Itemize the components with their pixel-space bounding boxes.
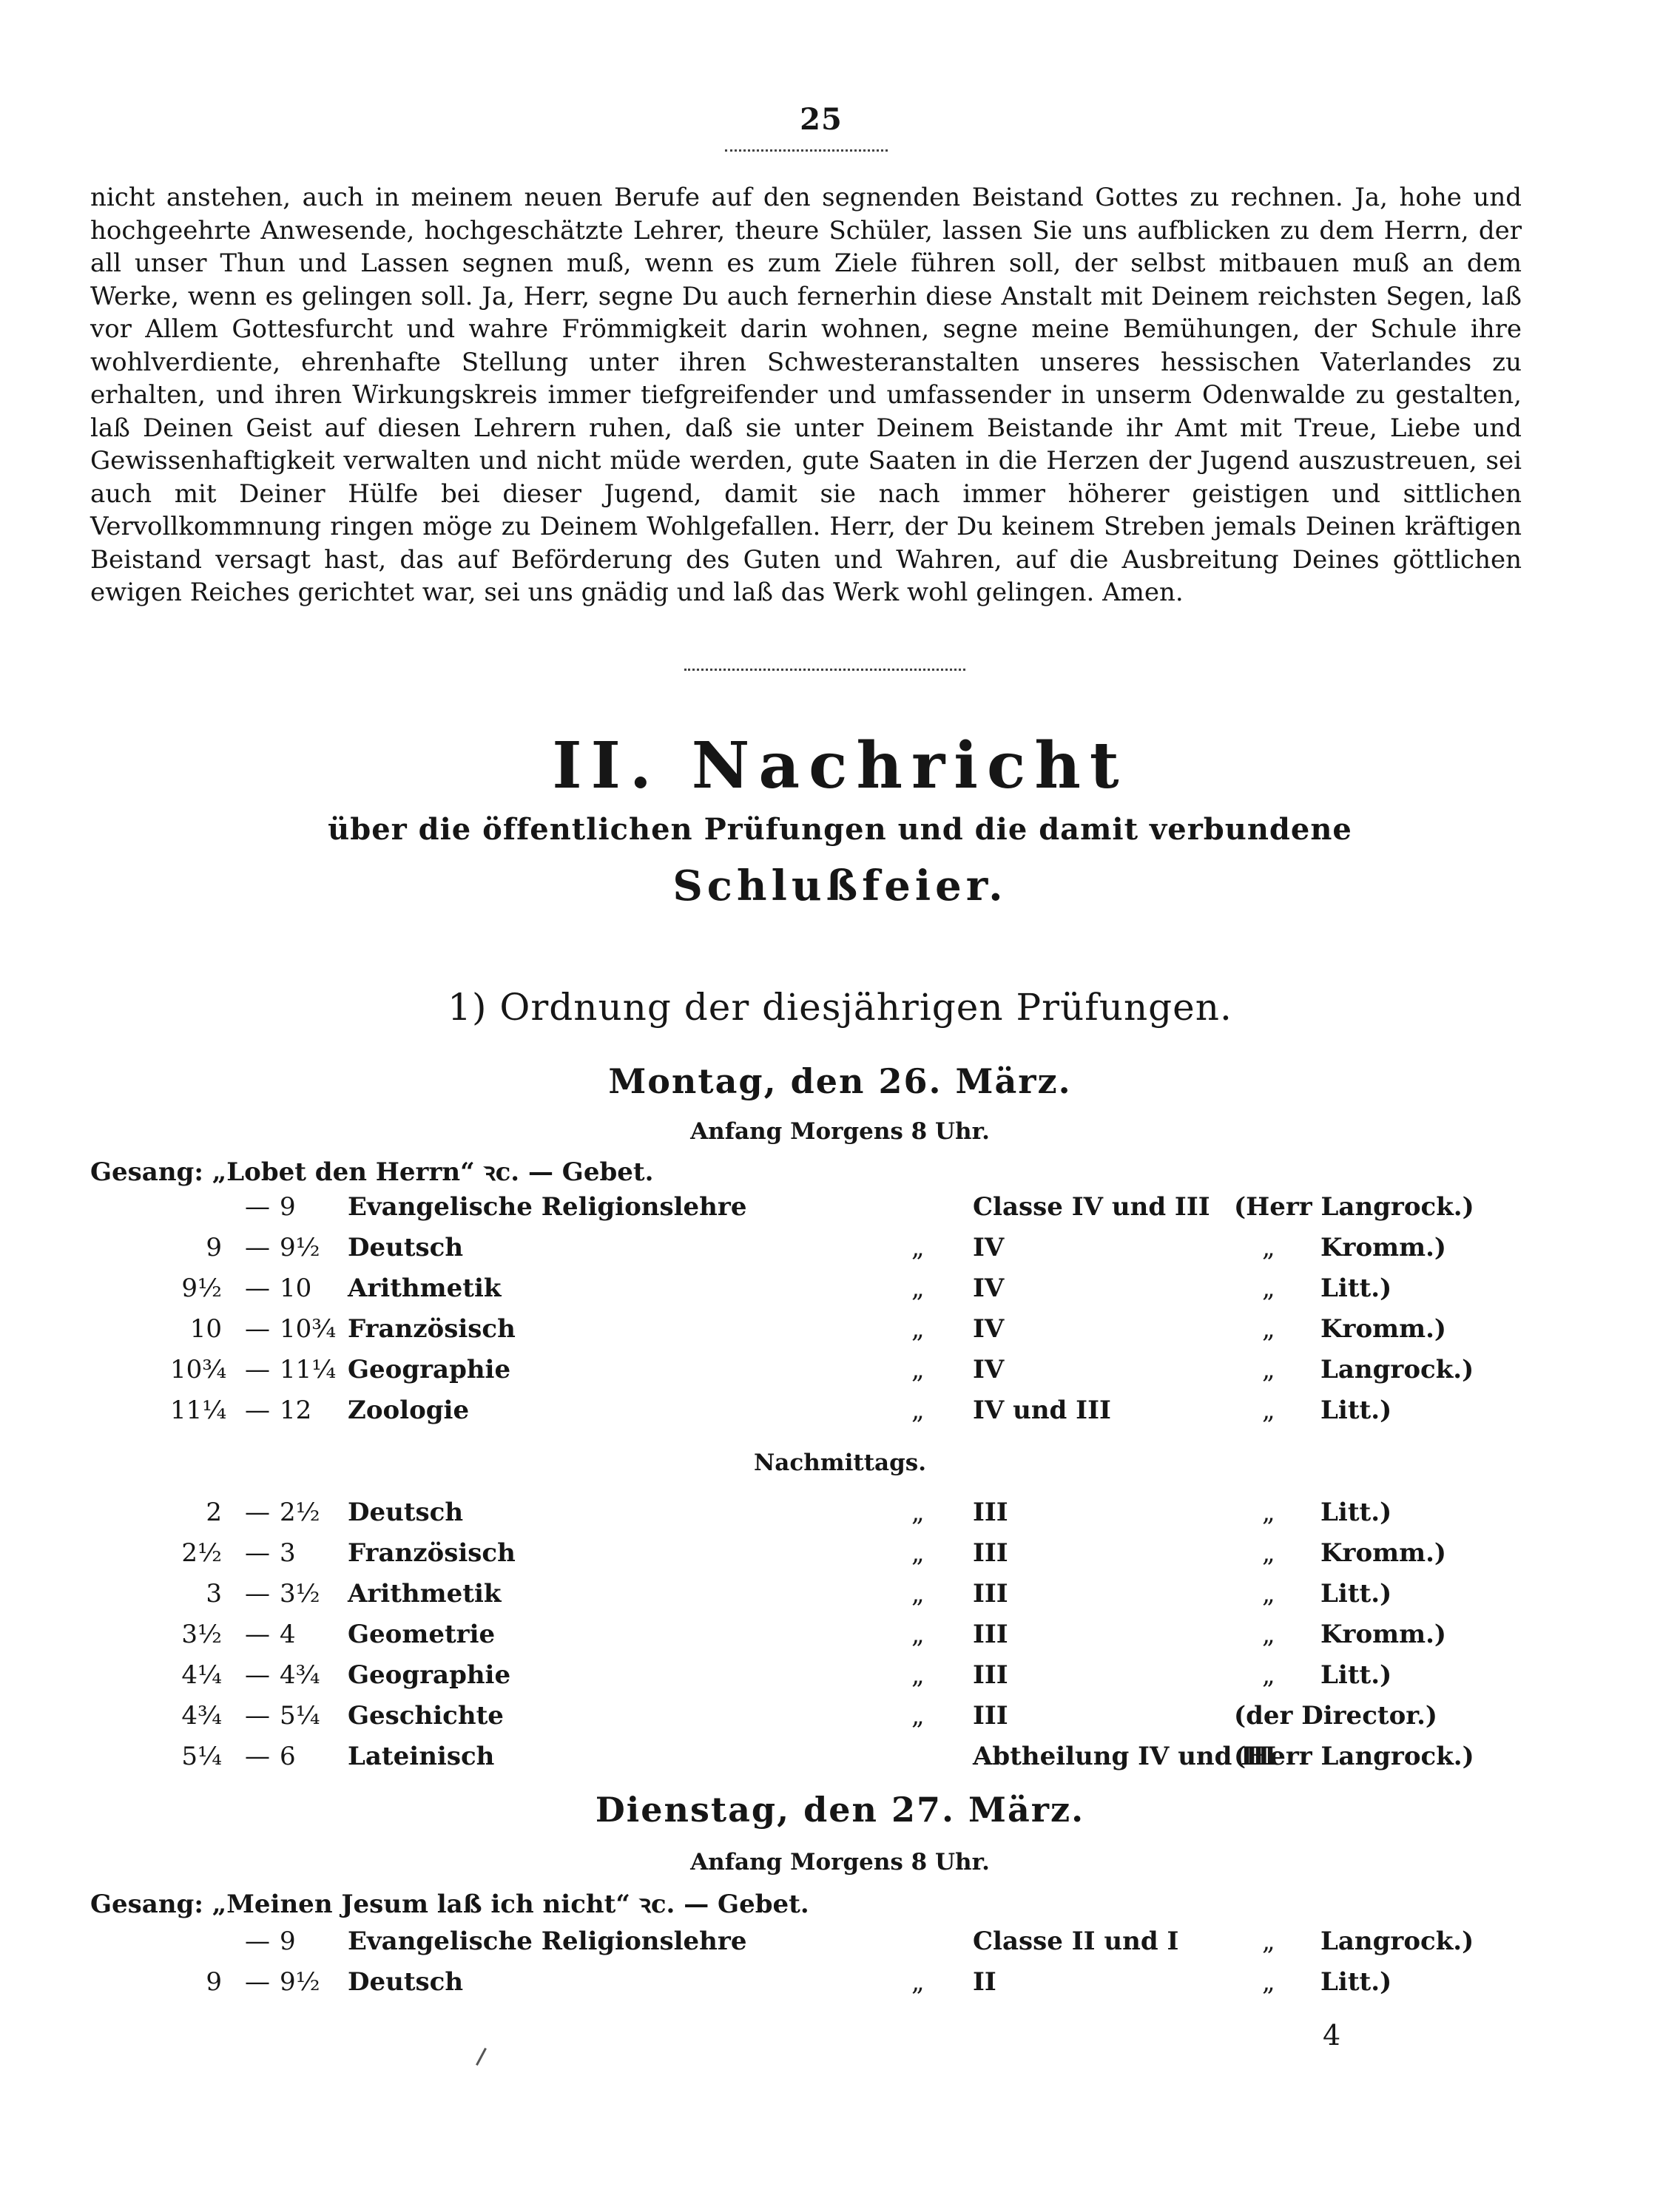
- time-dash: —: [245, 1274, 270, 1303]
- teacher: Litt.): [1320, 1967, 1392, 1997]
- teacher: Langrock.): [1320, 1355, 1474, 1384]
- schedule-row: [0, 1314, 1680, 1353]
- ditto-mark: „: [1262, 1314, 1275, 1344]
- ditto-mark: „: [1262, 1233, 1275, 1262]
- class: III: [973, 1660, 1008, 1690]
- time-from: 4¾: [181, 1701, 222, 1731]
- subject: Geschichte: [348, 1701, 504, 1731]
- monday-heading: Montag, den 26. März.: [608, 1061, 1072, 1101]
- ditto-mark: „: [1262, 1355, 1275, 1384]
- stray-mark: [476, 2048, 487, 2066]
- subject: Geographie: [348, 1660, 511, 1690]
- class: IV und III: [973, 1396, 1111, 1425]
- section-subtitle: über die öffentlichen Prüfungen und die damit verbundene: [328, 812, 1352, 847]
- time-dash: —: [245, 1355, 270, 1384]
- class: IV: [973, 1314, 1005, 1344]
- time-from: 2: [206, 1498, 222, 1527]
- ditto-mark: „: [911, 1396, 925, 1425]
- time-from: 3½: [181, 1620, 222, 1649]
- class: III: [973, 1579, 1008, 1609]
- subject: Deutsch: [348, 1498, 464, 1527]
- subject: Arithmetik: [348, 1274, 502, 1303]
- tuesday-start-time: Anfang Morgens 8 Uhr.: [690, 1849, 990, 1876]
- time-from: 4¼: [181, 1660, 222, 1690]
- ditto-mark: „: [911, 1660, 925, 1690]
- header-rule: [725, 146, 888, 152]
- ditto-mark: „: [1262, 1927, 1275, 1956]
- ditto-mark: „: [911, 1701, 925, 1731]
- ditto-mark: „: [1262, 1620, 1275, 1649]
- ditto-mark: „: [911, 1355, 925, 1384]
- time-to: 4: [280, 1620, 296, 1649]
- time-dash: —: [245, 1620, 270, 1649]
- schedule-row: [0, 1355, 1680, 1393]
- schedule-row: [0, 1538, 1680, 1577]
- ditto-mark: „: [911, 1314, 925, 1344]
- time-dash: —: [245, 1579, 270, 1609]
- ditto-mark: „: [1262, 1498, 1275, 1527]
- teacher: Kromm.): [1320, 1233, 1447, 1262]
- teacher: Langrock.): [1320, 1927, 1474, 1956]
- time-dash: —: [245, 1498, 270, 1527]
- time-dash: —: [245, 1701, 270, 1731]
- class: IV: [973, 1233, 1005, 1262]
- teacher: Litt.): [1320, 1274, 1392, 1303]
- time-to: 9½: [280, 1233, 320, 1262]
- time-to: 9½: [280, 1967, 320, 1997]
- section-subtitle-schlussfeier: Schlußfeier.: [672, 862, 1008, 910]
- time-to: 3: [280, 1538, 296, 1568]
- ditto-mark: „: [1262, 1660, 1275, 1690]
- time-from: 2½: [181, 1538, 222, 1568]
- class: IV: [973, 1355, 1005, 1384]
- time-to: 9: [280, 1927, 296, 1956]
- ditto-mark: „: [1262, 1538, 1275, 1568]
- subject: Evangelische Religionslehre: [348, 1192, 747, 1222]
- teacher: Kromm.): [1320, 1620, 1447, 1649]
- time-dash: —: [245, 1927, 270, 1956]
- time-to: 10: [280, 1274, 312, 1303]
- time-dash: —: [245, 1233, 270, 1262]
- teacher: Kromm.): [1320, 1314, 1447, 1344]
- time-dash: —: [245, 1396, 270, 1425]
- class: Classe II und I: [973, 1927, 1179, 1956]
- subject: Lateinisch: [348, 1742, 495, 1771]
- ditto-mark: „: [911, 1538, 925, 1568]
- monday-start-time: Anfang Morgens 8 Uhr.: [690, 1118, 990, 1145]
- subject: Evangelische Religionslehre: [348, 1927, 747, 1956]
- class: Classe IV und III: [973, 1192, 1210, 1222]
- time-to: 11¼: [280, 1355, 337, 1384]
- time-to: 12: [280, 1396, 312, 1425]
- time-to: 9: [280, 1192, 296, 1222]
- time-to: 6: [280, 1742, 296, 1771]
- time-to: 4¾: [280, 1660, 320, 1690]
- class: II: [973, 1967, 996, 1997]
- ditto-mark: „: [1262, 1396, 1275, 1425]
- section-divider: [684, 666, 965, 671]
- subject: Zoologie: [348, 1396, 470, 1425]
- monday-gesang: Gesang: „Lobet den Herrn“ ꝛc. — Gebet.: [90, 1157, 654, 1187]
- teacher: (der Director.): [1234, 1701, 1437, 1731]
- time-from: 9½: [181, 1274, 222, 1303]
- schedule-row: [0, 1396, 1680, 1434]
- time-from: 5¼: [181, 1742, 222, 1771]
- time-from: 9: [206, 1233, 222, 1262]
- tuesday-gesang: Gesang: „Meinen Jesum laß ich nicht“ ꝛc. — Gebet.: [90, 1890, 809, 1919]
- time-dash: —: [245, 1192, 270, 1222]
- schedule-row: [0, 1192, 1680, 1231]
- schedule-row: [0, 1579, 1680, 1617]
- time-dash: —: [245, 1967, 270, 1997]
- time-to: 5¼: [280, 1701, 320, 1731]
- ditto-mark: „: [1262, 1274, 1275, 1303]
- ditto-mark: „: [911, 1498, 925, 1527]
- time-from: 10¾: [170, 1355, 227, 1384]
- teacher: (Herr Langrock.): [1234, 1192, 1474, 1222]
- teacher: Litt.): [1320, 1660, 1392, 1690]
- teacher: (Herr Langrock.): [1234, 1742, 1474, 1771]
- schedule-row: [0, 1927, 1680, 1965]
- time-dash: —: [245, 1314, 270, 1344]
- ditto-mark: „: [911, 1967, 925, 1997]
- schedule-row: [0, 1701, 1680, 1739]
- page-number: 25: [800, 102, 843, 137]
- ditto-mark: „: [1262, 1579, 1275, 1609]
- schedule-row: [0, 1660, 1680, 1699]
- subject: Französisch: [348, 1538, 516, 1568]
- class: III: [973, 1701, 1008, 1731]
- time-from: 10: [189, 1314, 222, 1344]
- ditto-mark: „: [911, 1233, 925, 1262]
- ditto-mark: „: [911, 1274, 925, 1303]
- time-to: 10¾: [280, 1314, 337, 1344]
- time-to: 2½: [280, 1498, 320, 1527]
- class: III: [973, 1498, 1008, 1527]
- time-dash: —: [245, 1742, 270, 1771]
- ditto-mark: „: [911, 1620, 925, 1649]
- time-dash: —: [245, 1538, 270, 1568]
- time-from: 9: [206, 1967, 222, 1997]
- folio-number: 4: [1323, 2019, 1341, 2052]
- ditto-mark: „: [1262, 1967, 1275, 1997]
- teacher: Litt.): [1320, 1396, 1392, 1425]
- class: III: [973, 1538, 1008, 1568]
- subject: Arithmetik: [348, 1579, 502, 1609]
- schedule-row: [0, 1620, 1680, 1658]
- time-from: 11¼: [170, 1396, 227, 1425]
- tuesday-heading: Dienstag, den 27. März.: [595, 1790, 1085, 1830]
- teacher: Litt.): [1320, 1498, 1392, 1527]
- schedule-row: [0, 1967, 1680, 2006]
- schedule-row: [0, 1498, 1680, 1536]
- monday-afternoon-label: Nachmittags.: [753, 1450, 927, 1476]
- subject: Geographie: [348, 1355, 511, 1384]
- teacher: Litt.): [1320, 1579, 1392, 1609]
- class: III: [973, 1620, 1008, 1649]
- schedule-row: [0, 1233, 1680, 1271]
- schedule-row: [0, 1742, 1680, 1780]
- time-to: 3½: [280, 1579, 320, 1609]
- intro-paragraph: nicht anstehen, auch in meinem neuen Berufe auf den segnenden Beistand Gottes zu rechnen. Ja, hohe und hochgeehrte Anwesende, hochgeschätzte Lehrer, theure Schüler, lassen Sie uns aufblicken zu dem Herrn, der all unser Thun und Lassen segnen muß, wenn es zum Ziele führen soll, der selbst mitbauen muß an dem Werke, wenn es gelingen soll. Ja, Herr, segne Du auch fernerhin diese Anstalt mit Deinem reichsten Segen, laß vor Allem Gottesfurcht und wahre Frömmigkeit darin wohnen, segne meine Bemühungen, der Schule ihre wohlverdiente, ehrenhafte Stellung unter ihren Schwesteranstalten unseres hessischen Vaterlandes zu erhalten, und ihren Wirkungskreis immer tiefgreifender und umfassender in unserm Odenwalde zu gestalten, laß Deinen Geist auf diesen Lehrern ruhen, daß sie unter Deinem Beistande ihr Amt mit Treue, Liebe und Gewissenhaftigkeit verwalten und nicht müde werden, gute Saaten in die Herzen der Jugend auszustreuen, sei auch mit Deiner Hülfe bei dieser Jugend, damit sie nach immer höherer geistigen und sittlichen Vervollkommnung ringen möge zu Deinem Wohlgefallen. Herr, der Du keinem Streben jemals Deinen kräftigen Beistand versagt hast, das auf Beförderung des Guten und Wahren, auf die Ausbreitung Deines göttlichen ewigen Reiches gerichtet war, sei uns gnädig und laß das Werk wohl gelingen. Amen.: [90, 183, 1522, 607]
- time-dash: —: [245, 1660, 270, 1690]
- ditto-mark: „: [911, 1579, 925, 1609]
- section-title: II. Nachricht: [552, 728, 1128, 803]
- subject: Französisch: [348, 1314, 516, 1344]
- subject: Deutsch: [348, 1233, 464, 1262]
- exam-order-heading: 1) Ordnung der diesjährigen Prüfungen.: [448, 986, 1232, 1029]
- time-from: 3: [206, 1579, 222, 1609]
- schedule-row: [0, 1274, 1680, 1312]
- subject: Geometrie: [348, 1620, 496, 1649]
- subject: Deutsch: [348, 1967, 464, 1997]
- class: Abtheilung IV und III: [973, 1742, 1276, 1771]
- teacher: Kromm.): [1320, 1538, 1447, 1568]
- class: IV: [973, 1274, 1005, 1303]
